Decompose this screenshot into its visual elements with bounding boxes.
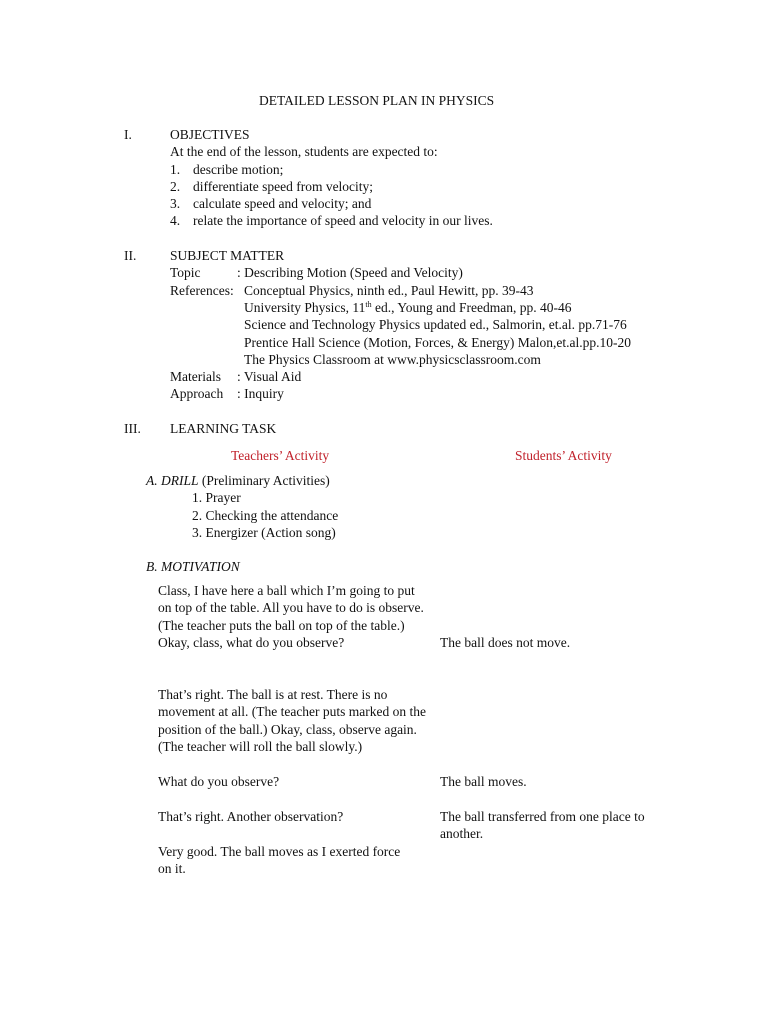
topic-label: Topic [170,265,201,280]
references-label: References: [170,283,234,298]
reference-item: Prentice Hall Science (Motion, Forces, & Energy) Malon,et.al.pp.10-20 [244,335,632,350]
approach-label: Approach [170,386,224,401]
objective-text-1: describe motion; [193,162,284,177]
student-activity-text: The ball does not move. [440,635,571,650]
student-activity-text: The ball transferred from one place to another. [440,809,645,842]
objective-num-3: 3. [170,196,181,211]
objectives-heading: OBJECTIVES [170,127,250,142]
objective-text-4: relate the importance of speed and velocity in our lives. [193,213,493,228]
motivation-heading: B. MOTIVATION [146,559,240,574]
reference-item: The Physics Classroom at www.physicsclassroom.com [244,352,541,367]
materials-label: Materials [170,369,221,384]
teacher-activity-text: Very good. The ball moves as I exerted force on it. [158,844,401,877]
section-numeral-3: III. [124,421,141,436]
section-numeral-1: I. [124,127,132,142]
drill-item: 3. Energizer (Action song) [192,525,336,540]
drill-item: 1. Prayer [192,490,241,505]
teacher-activity-text: What do you observe? [158,774,280,789]
learning-task-heading: LEARNING TASK [170,421,277,436]
objective-text-3: calculate speed and velocity; and [193,196,372,211]
objective-num-1: 1. [170,162,181,177]
objective-text-2: differentiate speed from velocity; [193,179,374,194]
reference-item: Conceptual Physics, ninth ed., Paul Hewitt, pp. 39-43 [244,283,534,298]
objective-num-4: 4. [170,213,181,228]
section-numeral-2: II. [124,248,137,263]
superscript: th [365,300,372,309]
student-activity-text: The ball moves. [440,774,527,789]
approach-value: : Inquiry [237,386,284,401]
drill-item: 2. Checking the attendance [192,508,339,523]
teacher-activity-text: Class, I have here a ball which I’m going to put on top of the table. All you have to do is observe. (The teacher puts the ball on top of the table.) Okay, class, what do you observe? [158,583,424,650]
reference-item: University Physics, 11th ed., Young and Freedman, pp. 40-46 [244,300,572,315]
objective-num-2: 2. [170,179,181,194]
drill-heading: A. DRILL (Preliminary Activities) [146,473,330,488]
teacher-activity-text: That’s right. Another observation? [158,809,344,824]
reference-item: Science and Technology Physics updated ed., Salmorin, et.al. pp.71-76 [244,317,627,332]
page-title: DETAILED LESSON PLAN IN PHYSICS [259,93,495,108]
teacher-activity-text: That’s right. The ball is at rest. There is no movement at all. (The teacher puts marked on the position of the ball.) Okay, class, observe again. (The teacher will roll the ball slowly.) [158,687,427,754]
topic-value: : Describing Motion (Speed and Velocity) [237,265,463,280]
students-activity-header: Students’ Activity [515,448,612,463]
objectives-intro: At the end of the lesson, students are expected to: [170,144,438,159]
teachers-activity-header: Teachers’ Activity [231,448,330,463]
materials-value: : Visual Aid [237,369,302,384]
subject-matter-heading: SUBJECT MATTER [170,248,285,263]
